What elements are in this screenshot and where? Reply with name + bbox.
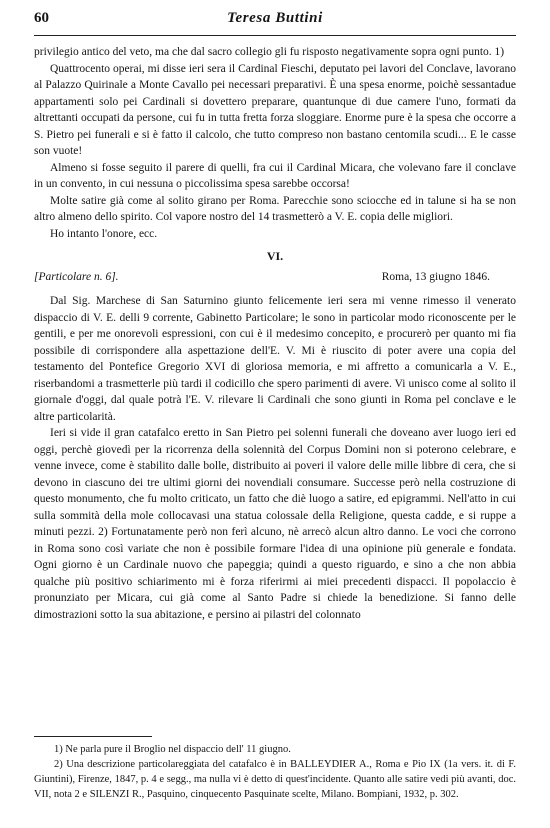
letter-reference: [Particolare n. 6]. bbox=[34, 270, 119, 283]
letter-meta bbox=[34, 269, 516, 286]
footnote: 1) Ne parla pure il Broglio nel dispaccio dell' 11 giugno. bbox=[54, 744, 291, 755]
footnote: 2) Una descrizione particolareggiata del catafalco è in BALLEYDIER A., Roma e Pio IX (1a vers. it. di F. Giuntini), Firenze, 1847, p. 4 e segg., ma nulla vi è detto di quest'incidente. Quanto alle satire vedi più avanti, doc. VII, nota 2 e SILENZI R., Pasquino, cinquecento Pasquinate scelte, Milano. Bompiani, 1932, p. 302. bbox=[34, 759, 516, 800]
page-header bbox=[34, 10, 516, 32]
paragraph: Quattrocento operai, mi disse ieri sera il Cardinal Fieschi, deputato pei lavori del Conclave, lavorano al Palazzo Quirinale a Monte Cavallo pei necessari preparativi. È una spesa enorme, poichè sessantadue appartamenti solo pei Cardinali si dovettero preparare, quantunque di due camere l'uno, formati da altrettanti occupati da persone, cui fu in tutta fretta forza sloggiare. Enorme pure è la spesa che occorre a S. Pietro pei funerali e si è fatto il calcolo, che tutto compreso non bastano centomila scudi... E le casse son vuote! bbox=[34, 62, 516, 157]
page-number: 60 bbox=[34, 10, 49, 26]
section-numeral: VI. bbox=[266, 249, 284, 263]
footnotes bbox=[34, 742, 516, 802]
paragraph: Ieri si vide il gran catafalco eretto in San Pietro pei solenni funerali che doveano aver luogo ieri ed oggi, perchè giovedì per la ricorrenza della solennità del Corpus Domini non si poterono celebrare, e venne invece, come è stabilito dalle bolle, distribuito ai poveri il valore delle mille libbre di cera, che si devono in ciascuno dei tre ultimi giorni dei novendiali consumare. Successe però nella costruzione di questo monumento, che fu molto criticato, un fatto che diè luogo a satire, ed epigrammi. Nell'atto in cui sulla sommità della mole collocavasi una statua colossale della Religione, questa cadde, e si ruppe a minuti pezzi. 2) Fortunatamente però non ferì alcuno, nè arrecò alcun altro danno. Le voci che corrono in Roma sono così variate che non è possibile formare l'idea di una opinione più generale e fondata. Ogni giorno è un Cardinale nuovo che papeggia; quindi a questo riguardo, e sino a che non abbia qualche più positivo schiarimento mi è forza riferirmi ai miei precedenti dispacci. Il popolaccio è pronunziato per Micara, cui già come al Santo Padre si chiede la benedizione. Si fanno delle dimostrazioni sotto la sua abitazione, e persino ai pilastri del colonnato bbox=[34, 427, 516, 621]
paragraph: Almeno si fosse seguito il parere di quelli, fra cui il Cardinal Micara, che volevano fare il conclave in un convento, in cui nessuna o piccolissima spesa sarebbe occorsa! bbox=[34, 161, 516, 190]
running-title: Teresa Buttini bbox=[227, 10, 323, 26]
page-body bbox=[34, 44, 516, 623]
closing-line: Ho intanto l'onore, ecc. bbox=[50, 227, 158, 240]
footnote-rule bbox=[34, 736, 152, 737]
paragraph: Dal Sig. Marchese di San Saturnino giunto felicemente ieri sera mi venne rimesso il venerato dispaccio di V. E. delli 9 corrente, Gabinetto Particolare; le sono in particolar modo riconoscente per le gentili, e per me onorevoli espressioni, con cui è il medesimo concepito, e procurerò per quanto mi fia possibile di corrispondere alla aspettazione dell'E. V. Mi è riuscito di poter avere una copia del testamento del Pontefice Gregorio XVI di gloriosa memoria, e mi affretto a comunicarla a V. E., riserbandomi a trasmetterle più tardi il codicillo che spero parimenti di avere. Vi unisco come al solito il giornale d'oggi, dal quale potrà l'E. V. rilevare li Cardinali che sono giunti in Roma pel conclave e le altre particolarità. bbox=[34, 295, 516, 423]
letter-place-date: Roma, 13 giugno 1846. bbox=[381, 270, 490, 283]
paragraph: Molte satire già come al solito girano per Roma. Parecchie sono sciocche ed in talune si ha se non altro almeno dello spirito. Col vapore nostro del 14 trasmetterò a V. E. copia delle migliori. bbox=[34, 194, 516, 223]
header-rule bbox=[34, 35, 516, 36]
paragraph-continuation: privilegio antico del veto, ma che dal sacro collegio gli fu risposto negativamente sopra ogni punto. 1) bbox=[34, 46, 505, 58]
